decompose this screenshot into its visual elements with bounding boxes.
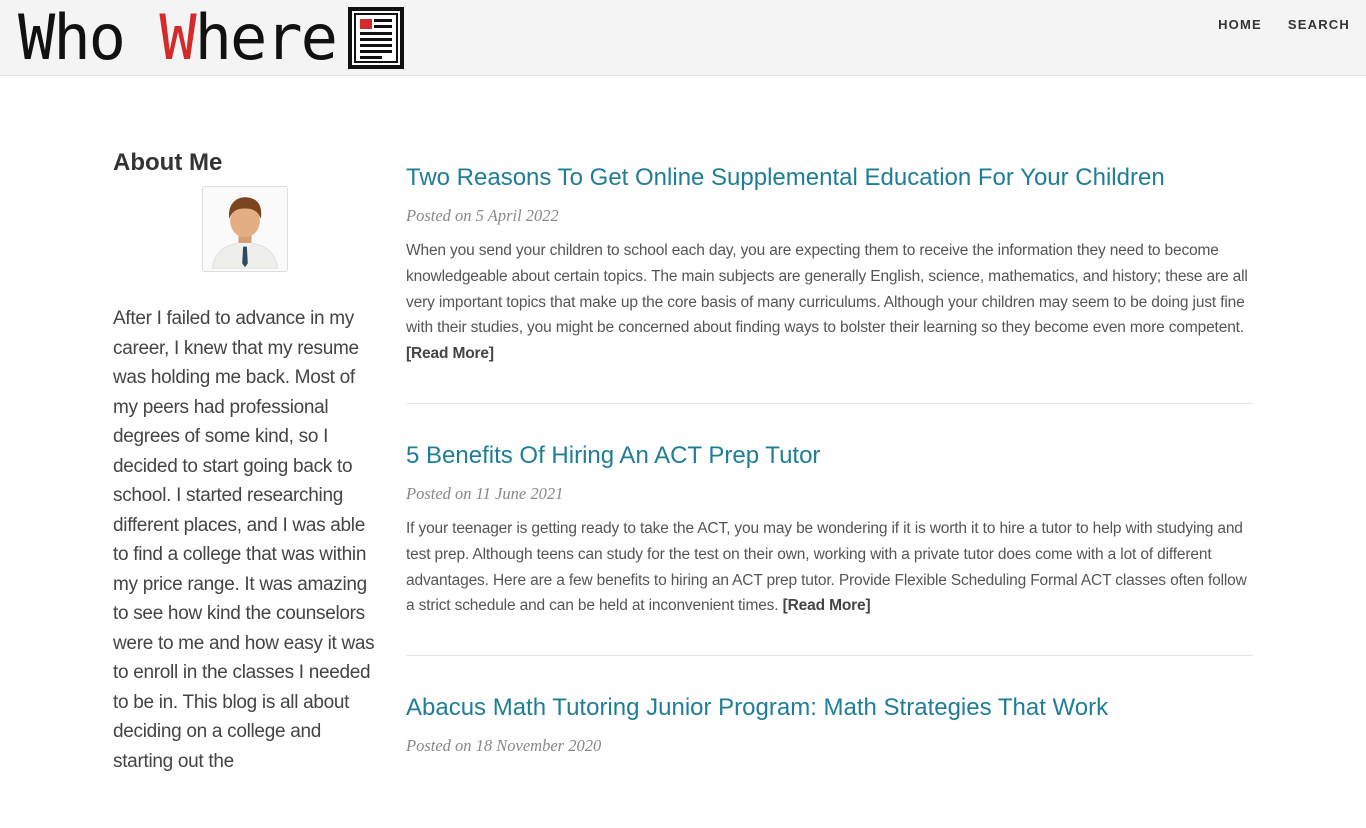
main-nav — [1218, 17, 1350, 32]
post-title-link[interactable]: 5 Benefits Of Hiring An ACT Prep Tutor — [406, 441, 821, 469]
nav-search-link[interactable]: SEARCH — [1287, 17, 1350, 32]
nav-home-link[interactable]: HOME — [1218, 17, 1262, 32]
newspaper-icon — [348, 7, 404, 69]
post-title-link[interactable]: Two Reasons To Get Online Supplemental Education For Your Children — [406, 164, 1165, 191]
logo-word-here: here — [194, 1, 336, 74]
post-date: Posted on 18 November 2020 — [406, 736, 602, 756]
logo-text — [18, 1, 336, 74]
post-excerpt — [406, 238, 1253, 367]
post-list — [406, 160, 1253, 828]
post-excerpt-text: When you send your children to school each day, you are expecting them to receive the information they need to become knowledgeable about certain topics. The main subjects are generally English, science, mathematics, and history; these are all very important topics that make up the core basis of many curriculums. Although your children may seem to be doing just fine with their studies, you might be concerned about finding ways to bolster their learning so they become even more competent. — [406, 242, 1248, 337]
about-text: After I failed to advance in my career, I knew that my resume was holding me back. Most of my peers had professional degrees of some kind, so I decided to start going back to school. I started researching different places, and I was able to find a college that was within my price range. It was amazing to see how kind the counselors were to me and how easy it was to enroll in the classes I needed to be in. This blog is all about deciding on a college and starting out the — [113, 308, 375, 772]
post-item — [406, 438, 1253, 656]
post-title-link[interactable]: Abacus Math Tutoring Junior Program: Math Strategies That Work — [406, 694, 1109, 722]
about-heading: About Me — [113, 149, 223, 176]
post-date: Posted on 5 April 2022 — [406, 206, 559, 225]
post-date: Posted on 11 June 2021 — [406, 483, 564, 503]
site-header — [0, 0, 1366, 76]
read-more-link[interactable]: [Read More] — [782, 597, 871, 615]
post-excerpt-text: If your teenager is getting ready to take the ACT, you may be wondering if it is worth it to hire a tutor to help with studying and test prep. Although teens can study for the test on their own, working with a private tutor does come with a lot of different advantages. Here are a few benefits to hiring an ACT prep tutor. Provide Flexible Scheduling Formal ACT classes often follow a strict schedule and can be held at inconvenient times. — [406, 519, 1247, 615]
sidebar — [113, 148, 377, 776]
logo-word-who: Who — [18, 1, 124, 74]
person-avatar-icon — [202, 186, 288, 272]
avatar-container — [113, 186, 377, 272]
post-excerpt — [406, 516, 1253, 619]
read-more-link[interactable]: [Read More] — [406, 345, 494, 363]
site-logo[interactable] — [18, 1, 404, 74]
logo-letter-w: W — [159, 1, 195, 74]
post-item — [406, 160, 1253, 404]
post-item — [406, 690, 1253, 794]
